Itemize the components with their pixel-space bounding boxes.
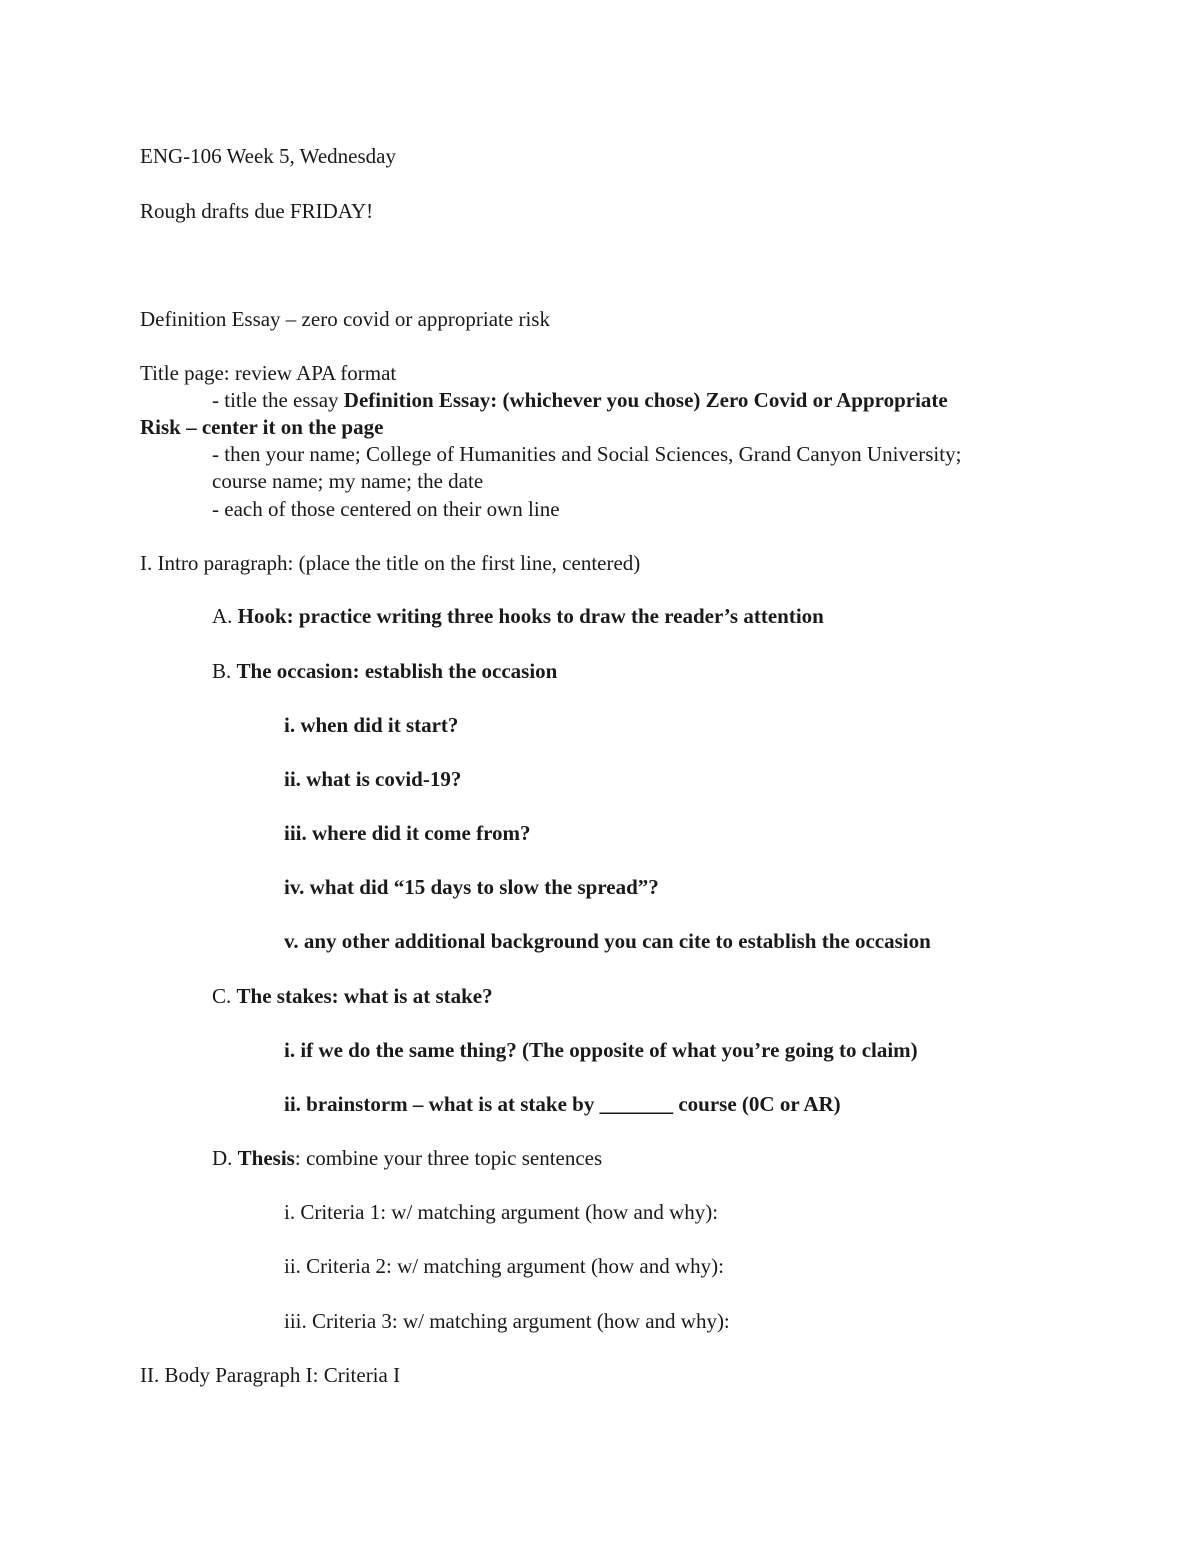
intro-item-c-text: The stakes: what is at stake? [236, 984, 493, 1008]
occasion-item-3: iii. where did it come from? [284, 821, 531, 845]
intro-item-c-prefix: C. [212, 984, 237, 1008]
title-page-item-title [212, 387, 948, 413]
intro-item-b-prefix: B. [212, 659, 237, 683]
occasion-item-4: iv. what did “15 days to slow the spread”? [284, 875, 659, 899]
title-page-item-name-line1: - then your name; College of Humanities and Social Sciences, Grand Canyon University; [212, 442, 962, 466]
stakes-item-1: i. if we do the same thing? (The opposite of what you’re going to claim) [284, 1038, 918, 1062]
title-page-item-title-prefix: - title the essay [212, 388, 344, 412]
intro-item-d-rest: : combine your three topic sentences [294, 1146, 603, 1170]
intro-item-d-prefix: D. [212, 1146, 238, 1170]
stakes-item-2: ii. brainstorm – what is at stake by _______ course (0C or AR) [284, 1092, 841, 1116]
due-notice: Rough drafts due FRIDAY! [140, 199, 374, 223]
intro-item-d [212, 1145, 602, 1171]
intro-item-b [212, 658, 557, 684]
title-page-item-name-line2: course name; my name; the date [212, 469, 484, 493]
intro-item-c [212, 983, 493, 1009]
thesis-criteria-1: i. Criteria 1: w/ matching argument (how and why): [284, 1200, 719, 1224]
essay-heading: Definition Essay – zero covid or appropriate risk [140, 307, 550, 331]
occasion-item-2: ii. what is covid-19? [284, 767, 462, 791]
title-page-label: Title page: review APA format [140, 361, 397, 385]
title-page-item-title-continued: Risk – center it on the page [140, 415, 384, 439]
occasion-item-1: i. when did it start? [284, 713, 459, 737]
intro-item-a-text: Hook: practice writing three hooks to draw the reader’s attention [237, 604, 824, 628]
body-paragraph-heading: II. Body Paragraph I: Criteria I [140, 1363, 401, 1387]
title-page-item-centered: - each of those centered on their own line [212, 497, 560, 521]
thesis-criteria-2: ii. Criteria 2: w/ matching argument (how and why): [284, 1254, 724, 1278]
thesis-criteria-3: iii. Criteria 3: w/ matching argument (how and why): [284, 1309, 730, 1333]
course-header: ENG-106 Week 5, Wednesday [140, 144, 396, 168]
intro-item-b-text: The occasion: establish the occasion [236, 659, 558, 683]
intro-heading: I. Intro paragraph: (place the title on the first line, centered) [140, 551, 641, 575]
intro-item-a-prefix: A. [212, 604, 238, 628]
intro-item-a [212, 603, 824, 629]
title-page-item-title-bold: Definition Essay: (whichever you chose) Zero Covid or Appropriate [343, 388, 948, 412]
intro-item-d-bold: Thesis [237, 1146, 295, 1170]
occasion-item-5: v. any other additional background you can cite to establish the occasion [284, 929, 931, 953]
